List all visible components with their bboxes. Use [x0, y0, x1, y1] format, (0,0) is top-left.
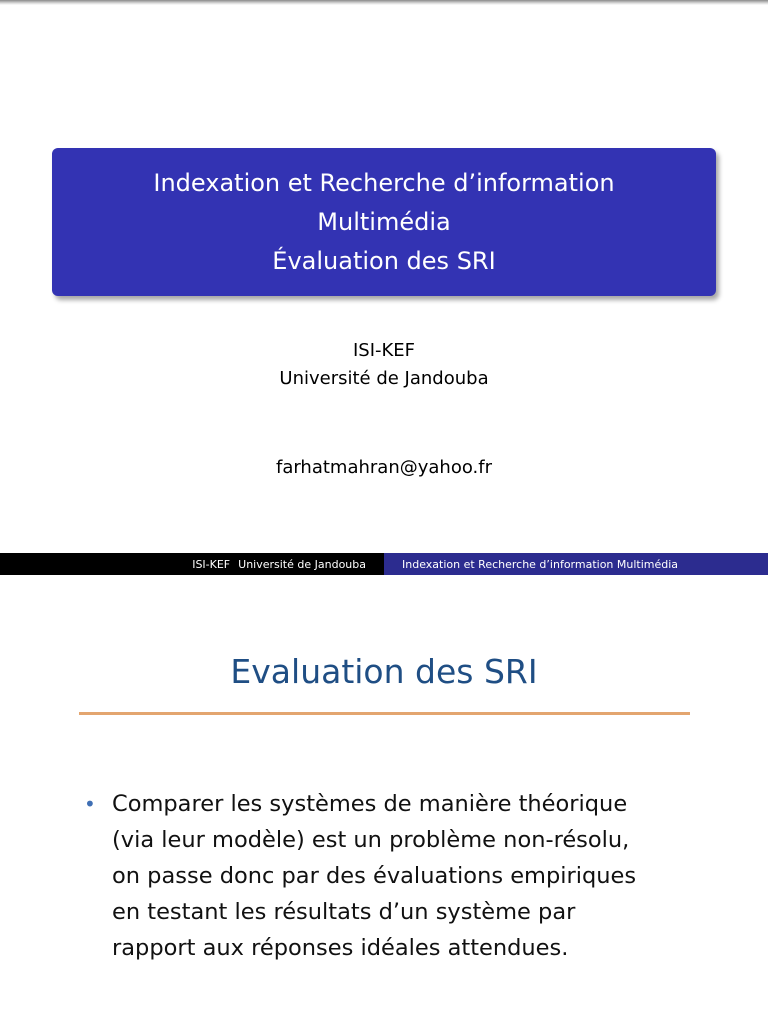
bullet-dot-icon: •: [84, 792, 96, 816]
title-line-1: Indexation et Recherche d’information: [153, 168, 615, 197]
institute-name: ISI-KEF: [352, 340, 416, 361]
title-underline: [79, 712, 690, 715]
bullet-line: en testant les résultats d’un système par: [112, 899, 576, 925]
slide-footer: [0, 553, 768, 575]
title-line-3: Évaluation des SRI: [272, 246, 496, 275]
footer-short-title: Indexation et Recherche d’information Multimédia: [402, 557, 679, 571]
slide-evaluation: [0, 590, 768, 1024]
slide-title-page: [0, 5, 768, 553]
author-affiliation: [0, 337, 768, 393]
list-item: [80, 786, 720, 966]
footer-right-panel: [384, 553, 768, 575]
bullet-line: rapport aux réponses idéales attendues.: [112, 935, 569, 961]
bullet-line: Comparer les systèmes de manière théorique: [112, 791, 628, 817]
footer-university: Université de Jandouba: [238, 557, 366, 571]
bullet-line: (via leur modèle) est un problème non-résolu,: [112, 827, 630, 853]
university-name: Université de Jandouba: [279, 368, 489, 389]
author-email: [0, 454, 768, 482]
title-line-2: Multimédia: [317, 207, 451, 236]
title-box: [52, 148, 716, 296]
email-text: farhatmahran@yahoo.fr: [275, 457, 493, 478]
footer-institute: ISI-KEF: [192, 557, 231, 571]
slide-title: Evaluation des SRI: [230, 652, 538, 691]
bullet-line: on passe donc par des évaluations empiriques: [112, 863, 637, 889]
footer-left-panel: [0, 553, 384, 575]
bullet-list: [80, 786, 720, 966]
